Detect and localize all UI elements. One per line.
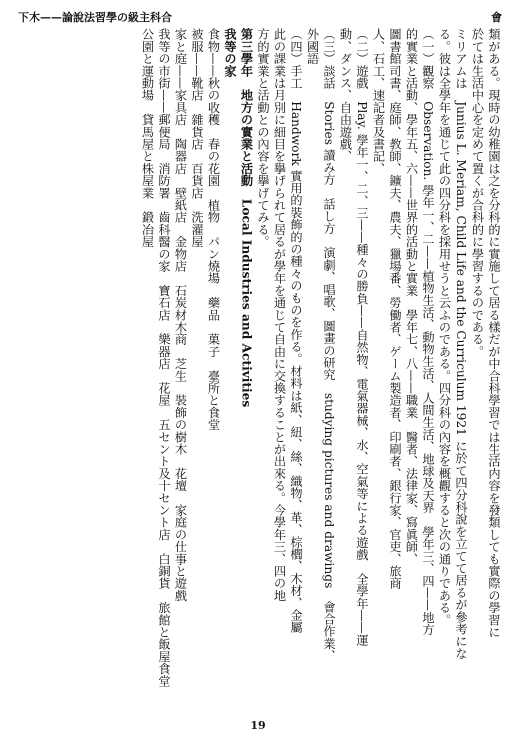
text-line: 食物——秋の收穫 春の花園 植物 パン燒場 藥品 菓子 臺所と食堂 bbox=[206, 28, 221, 431]
page-number: 19 bbox=[250, 719, 266, 732]
text-line: 我等の家 bbox=[223, 28, 237, 77]
text-line: ミリアムは Junius L. Meriam, Child Life and the Curriculum 1921 に於て四分科說を立てて居るが參考にな bbox=[454, 28, 468, 660]
text-line: 類がある。現時の幼稚園は之を分科的に實施して居る樣だが中合科學習では生活内容を發類しても實際の學習に bbox=[487, 28, 501, 638]
text-line: る。彼は全學年を通じて此の四分科を採用せうと云ふのである。四分科の內容を概觀すると次の通りである。 bbox=[437, 28, 452, 626]
text-line: 被服——靴店 雜貨店 百貨店 洗濯屋 bbox=[190, 28, 204, 248]
text-line: 人、石工、速記者及書記、 bbox=[371, 28, 386, 175]
text-line: 動、ダンス、自由遊戲、 bbox=[338, 28, 353, 163]
running-title: 下木——論說法習學の級主科合 bbox=[18, 11, 172, 24]
text-line: 此の課業は月別に細目を擧げられて居るが學年を通じて自由に交換することが出來る。今學年三、四の地 bbox=[272, 28, 287, 602]
text-line: 我等の市街——郵便局 消防署 齒科醫の家 寶石店 樂器店 花屋 五セント及十セント店 白銅貨 旅館と飯屋食堂 bbox=[157, 28, 171, 687]
text-line: 家と庭——家具店 陶器店 壁紙店 金物店 石炭材木商 芝生 裝飾の樹木 花壇 家庭の仕事と遊戲 bbox=[173, 28, 188, 602]
vertical-body-text bbox=[12, 28, 502, 698]
text-line: 圖書館司書、庭師、教師、鑛夫、農夫、獵場番、勞働者、ゲーム製造者、印刷者、銀行家、官吏、旅商 bbox=[388, 28, 402, 590]
page-header bbox=[18, 8, 502, 26]
text-line: （二）遊戲 Play. 學年一、二、三——種々の勝負——自然物、電氣器械、水、空氣等による遊戲 全學年——運 bbox=[355, 28, 369, 646]
text-line: 的實業と活動、學年五、六——世界的活動と實業 學年七、八——職業 醫者、法律家、寫眞師、 bbox=[404, 28, 419, 565]
text-line: （三）談話 Stories 讀み方 話し方 演劇、唱歌、圖畫の研究 studying pictures and drawings 會合作業、 bbox=[322, 28, 336, 662]
text-line: 公園と運動場 貸馬屋と株屋業 鍛冶屋 bbox=[140, 28, 155, 248]
text-line: 外國語 bbox=[305, 28, 320, 65]
header-mark: 會 bbox=[491, 11, 502, 24]
text-line: 於ては生活中心を定めて置くが合科的に學習するのである。 bbox=[470, 28, 485, 358]
text-line: （一）觀察 Observation. 學年一、二——植物生活、動物生活、人間生活、地球及天界 學年三、四——地方 bbox=[421, 28, 435, 636]
text-line: （四）手工 Handwork 實用的裝飾的の種々のものを作る。材料は紙、紐、絲、織物、革、棕櫚、木材、金屬 bbox=[289, 28, 303, 634]
text-line: 方的實業と活動との內容を擧げてみる。 bbox=[256, 28, 270, 248]
text-line: 第三學年 地方の實業と活動 Local Industries and Activities bbox=[239, 28, 254, 408]
